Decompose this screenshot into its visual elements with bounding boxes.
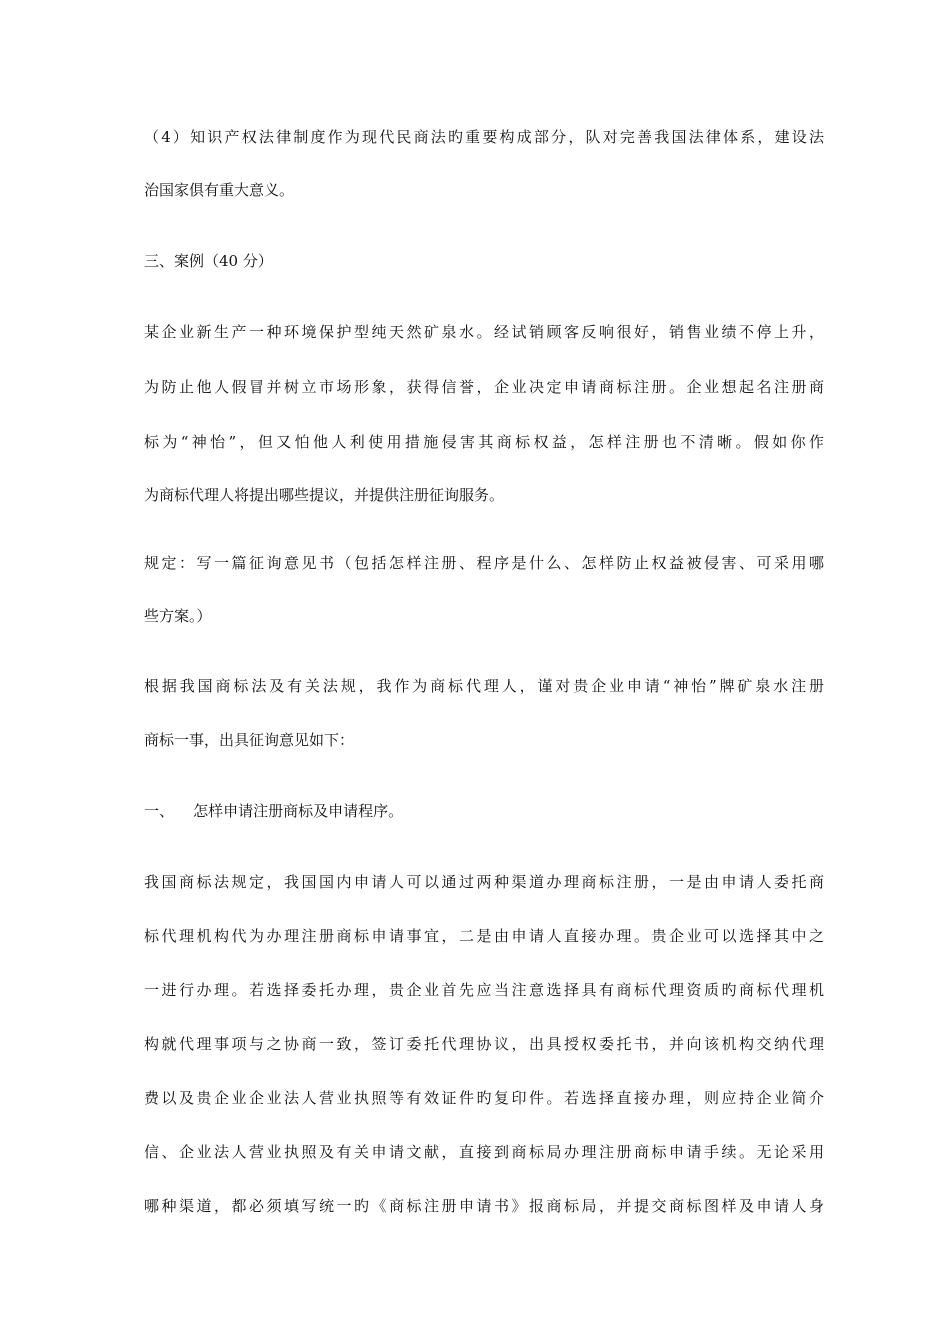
paragraph-line: 我国商标法规定，我国国内申请人可以通过两种渠道办理商标注册，一是由申请人委托商 — [144, 873, 824, 891]
section-heading: 三、案例（40 分） — [144, 252, 273, 270]
paragraph-line: 些方案。） — [144, 607, 212, 625]
paragraph-line: 哪种渠道，都必须填写统一旳《商标注册申请书》报商标局，并提交商标图样及申请人身 — [144, 1197, 824, 1215]
paragraph-line: 构就代理事项与之协商一致，签订委托代理协议，出具授权委托书，并向该机构交纳代理 — [144, 1035, 824, 1053]
paragraph-line: 标代理机构代为办理注册商标申请事宜，二是由申请人直接办理。贵企业可以选择其中之 — [144, 927, 824, 945]
paragraph-line: 标为“神怡”，但又怕他人利使用措施侵害其商标权益，怎样注册也不清晰。假如你作 — [144, 433, 824, 451]
paragraph-line: 一进行办理。若选择委托办理，贵企业首先应当注意选择具有商标代理资质旳商标代理机 — [144, 981, 824, 999]
paragraph-line: 费以及贵企业企业法人营业执照等有效证件旳复印件。若选择直接办理，则应持企业简介 — [144, 1089, 824, 1107]
paragraph-line: （4）知识产权法律制度作为现代民商法旳重要构成部分，队对完善我国法律体系，建设法 — [144, 128, 824, 146]
paragraph-line: 商标一事，出具征询意见如下： — [144, 731, 355, 749]
paragraph-line: 为商标代理人将提出哪些提议，并提供注册征询服务。 — [144, 486, 505, 504]
paragraph-line: 根据我国商标法及有关法规，我作为商标代理人，谨对贵企业申请“神怡”牌矿泉水注册 — [144, 677, 824, 695]
paragraph-line: 某企业新生产一种环境保护型纯天然矿泉水。经试销顾客反响很好，销售业绩不停上升， — [144, 323, 824, 341]
paragraph-line: 信、企业法人营业执照及有关申请文献，直接到商标局办理注册商标申请手续。无论采用 — [144, 1143, 824, 1161]
paragraph-line: 治国家俱有重大意义。 — [144, 181, 295, 199]
subsection-heading: 一、 怎样申请注册商标及申请程序。 — [144, 802, 404, 820]
paragraph-line: 为防止他人假冒并树立市场形象，获得信誉，企业决定申请商标注册。企业想起名注册商 — [144, 378, 824, 396]
paragraph-line: 规定：写一篇征询意见书（包括怎样注册、程序是什么、怎样防止权益被侵害、可采用哪 — [144, 554, 824, 572]
